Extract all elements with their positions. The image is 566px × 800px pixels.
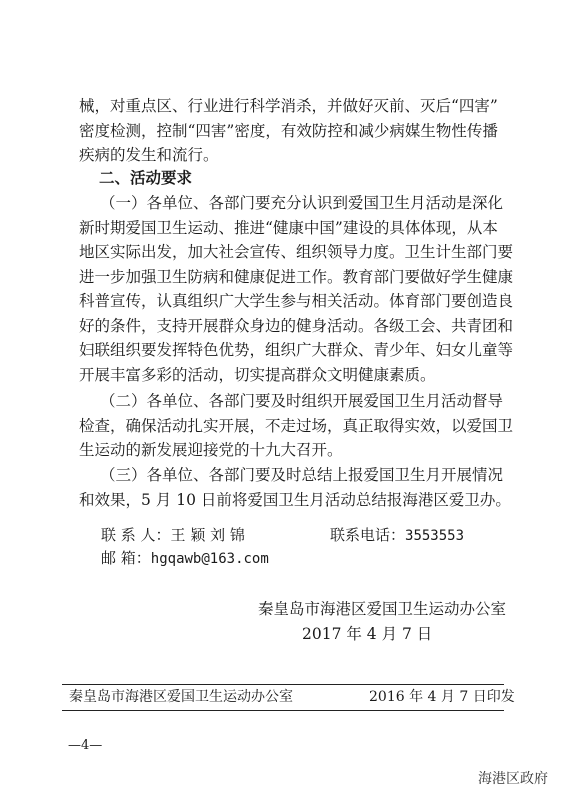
item-two-paragraph	[79, 389, 514, 463]
footer-issuer: 秦皇岛市海港区爱国卫生运动办公室	[69, 689, 293, 705]
intro-paragraph	[79, 94, 499, 168]
text-line: 械，对重点区、行业进行科学消杀，并做好灭前、灭后“四害”	[79, 97, 498, 115]
text-line: 进一步加强卫生防病和健康促进工作。教育部门要做好学生健康	[79, 267, 514, 286]
contact-email-value: hgqawb@163.com	[150, 551, 269, 567]
text-line: 生运动的新发展迎接党的十九大召开。	[79, 441, 343, 459]
section-heading: 二、活动要求	[99, 169, 193, 187]
signature-office: 秦皇岛市海港区爱国卫生运动办公室	[258, 600, 507, 618]
text-line: 新时期爱国卫生运动、推进“健康中国”建设的具体体现，从本	[79, 218, 498, 237]
text-line: 和效果，5 月 10 日前将爱国卫生月活动总结报海港区爱卫办。	[79, 490, 511, 509]
footer-bottom-rule	[62, 710, 504, 711]
footer-print-date: 2016 年 4 月 7 日印发	[369, 689, 515, 705]
text-line: （二）各单位、各部门要及时组织开展爱国卫生月活动督导	[100, 392, 504, 410]
item-one-paragraph	[79, 191, 514, 387]
text-line: 好的条件，支持开展群众身边的健身活动。各级工会、共青团和	[79, 316, 514, 335]
contact-person-row	[101, 524, 245, 546]
text-line: 科普宣传，认真组织广大学生参与相关活动。体育部门要创造良	[79, 292, 514, 310]
text-line: 检查，确保活动扎实开展，不走过场，真正取得实效，以爱国卫	[79, 416, 514, 435]
signature-date: 2017 年 4 月 7 日	[302, 625, 433, 643]
contact-person-name: 王 颖 刘 锦	[170, 526, 245, 544]
footer-top-rule	[62, 684, 504, 685]
contact-person-label: 联 系 人：	[101, 526, 171, 544]
watermark-label: 海港区政府	[478, 771, 548, 787]
text-line: 疾病的发生和流行。	[79, 146, 219, 164]
text-line: 密度检测，控制“四害”密度，有效防控和减少病媒生物性传播	[79, 121, 498, 140]
text-line: （一）各单位、各部门要充分认识到爱国卫生月活动是深化	[100, 194, 504, 212]
text-line: 开展丰富多彩的活动，切实提高群众文明健康素质。	[79, 365, 436, 384]
contact-email-label: 邮 箱：	[101, 549, 151, 567]
page-number: —4—	[68, 738, 103, 753]
text-line: 妇联组织要发挥特色优势，组织广大群众、青少年、妇女儿童等	[79, 341, 514, 359]
contact-phone-value: 3553553	[405, 528, 465, 544]
item-three-paragraph	[79, 463, 511, 512]
contact-email-row	[101, 547, 269, 570]
contact-phone-label: 联系电话：	[330, 526, 406, 544]
text-line: 地区实际出发，加大社会宣传、组织领导力度。卫生计生部门要	[79, 243, 514, 261]
text-line: （三）各单位、各部门要及时总结上报爱国卫生月开展情况	[100, 466, 504, 484]
contact-phone-row	[330, 524, 464, 547]
